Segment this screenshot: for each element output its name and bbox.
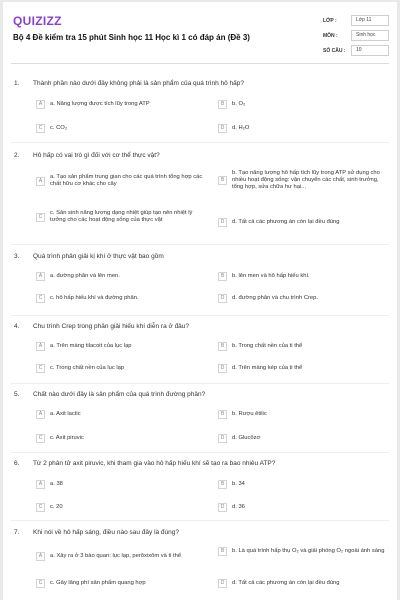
option-a[interactable] [36,410,206,419]
option-letter: C [36,434,45,443]
option-text: d. Trên màng kép của ti thể [232,365,303,371]
option-b[interactable] [218,480,388,489]
option-letter: C [36,124,45,133]
meta-label: LỚP : [323,17,337,24]
option-letter: A [36,342,45,351]
meta-row-count [323,43,389,58]
option-text: a. Trên màng tilacoit của lục lạp [50,343,132,349]
option-c[interactable] [36,579,206,588]
question-text: Thành phần nào dưới đây không phải là sản phẩm của quá trình hô hấp? [33,80,244,87]
option-text: b. Trong chất nền của ti thể [232,343,303,349]
question-number: 5. [14,391,20,398]
meta-value: Sinh học [351,30,389,41]
question-divider [11,244,389,245]
meta-row-class [323,13,389,28]
option-text: a. Axit lactic [50,411,81,417]
option-letter: D [218,364,227,373]
option-letter: B [218,176,227,185]
option-letter: B [218,272,227,281]
option-text: c. Gây lãng phí sản phẩm quang hợp [50,580,146,586]
question-text: Từ 2 phân tử axit piruvic, khi tham gia vào hô hấp hiếu khí sẽ tạo ra bao nhiêu ATP? [33,460,276,467]
option-letter: B [218,547,227,556]
option-letter: B [218,480,227,489]
option-a[interactable] [36,272,206,281]
option-letter: D [218,124,227,133]
option-c[interactable] [36,364,206,373]
option-b[interactable] [218,272,388,281]
option-text: c. Trong chất nền của lục lạp [50,365,125,371]
meta-value: 10 [351,45,389,56]
meta-label: MÔN : [323,32,338,39]
option-letter: C [36,294,45,303]
option-a[interactable] [36,480,206,489]
question-number: 2. [14,152,20,159]
option-b[interactable] [218,547,390,556]
meta-value: Lớp 11 [351,15,389,26]
question-divider [11,142,389,143]
meta-row-subject [323,28,389,43]
option-text: b. O₂ [232,101,246,107]
option-letter: D [218,218,227,227]
option-letter: D [218,294,227,303]
option-text: c. 20 [50,504,63,510]
option-letter: C [36,503,45,512]
option-a[interactable] [36,342,206,351]
option-c[interactable] [36,434,206,443]
option-text: b. Là quá trình hấp thụ O₂ và giải phóng O₂ ngoài ánh sáng [232,548,385,554]
option-text: b. lên men và hô hấp hiếu khí. [232,273,310,279]
worksheet-header [3,2,397,64]
question-divider [11,452,389,453]
question-divider [11,315,389,316]
option-b[interactable] [218,410,388,419]
option-letter: D [218,579,227,588]
option-text: b. 34 [232,481,245,487]
option-text: d. đường phân và chu trình Crep. [232,295,318,301]
option-text: d. Tất cả các phương án còn lại đều đúng [232,580,340,586]
question-number: 4. [14,323,20,330]
option-text: a. Tạo sản phẩm trung gian cho các quá trình tổng hợp các chất hữu cơ khác cho cây [50,174,203,187]
option-text: d. 36 [232,504,245,510]
option-text: d. H₂O [232,125,250,131]
option-letter: A [36,177,45,186]
meta-label: SỐ CÂU : [323,47,346,54]
option-b[interactable] [218,342,388,351]
option-text: c. Axit piruvic [50,435,84,441]
question-text: Chu trình Crep trong phân giải hiếu khí diễn ra ở đâu? [33,323,190,330]
option-letter: B [218,100,227,109]
option-b[interactable] [218,100,388,109]
quizizz-logo: QUIZIZZ [13,14,62,28]
option-letter: A [36,272,45,281]
option-b[interactable] [218,170,390,191]
option-c[interactable] [36,124,206,133]
option-d[interactable] [218,503,388,512]
option-d[interactable] [218,124,388,133]
option-a[interactable] [36,174,206,188]
worksheet-page [3,2,397,600]
option-text: a. Năng lượng được tích lũy trong ATP [50,101,150,107]
option-d[interactable] [218,294,388,303]
question-number: 7. [14,529,20,536]
option-d[interactable] [218,434,388,443]
option-letter: C [36,213,45,222]
question-number: 6. [14,460,20,467]
option-text: b. Rượu êtilic [232,411,267,417]
option-text: d. Glucôzơ [232,435,261,441]
option-letter: A [36,410,45,419]
option-text: b. Tạo năng lượng hô hấp tích lũy trong ATP sử dụng cho nhiều hoạt động sống: vận chuyển các chất, sinh trưởng, tổng hợp, sửa chữa hư hại... [232,170,380,190]
option-text: c. CO₂ [50,125,68,131]
option-a[interactable] [36,100,206,109]
option-text: c. Sản sinh năng lượng dạng nhiệt giúp tạo nên nhiệt lý tưởng cho các hoạt động sống của thực vật [50,210,193,223]
option-d[interactable] [218,218,388,227]
option-letter: A [36,552,45,561]
question-text: Hô hấp có vai trò gì đối với cơ thể thực vật? [33,152,160,159]
option-letter: B [218,410,227,419]
option-c[interactable] [36,294,206,303]
option-text: a. đường phân và lên men. [50,273,120,279]
option-letter: A [36,480,45,489]
question-number: 1. [14,80,20,87]
header-divider [11,63,389,64]
option-text: a. 38 [50,481,63,487]
option-letter: A [36,100,45,109]
option-text: d. Tất cả các phương án còn lại đều đúng [232,219,340,225]
option-letter: B [218,342,227,351]
question-divider [11,520,389,521]
option-text: c. hô hấp hiếu khí và đường phân. [50,295,139,301]
option-letter: C [36,579,45,588]
question-divider [11,383,389,384]
option-d[interactable] [218,364,388,373]
question-text: Quá trình phân giải kị khí ở thực vật bao gồm [33,253,164,260]
option-d[interactable] [218,579,390,588]
option-c[interactable] [36,503,206,512]
option-letter: C [36,364,45,373]
question-number: 3. [14,253,20,260]
meta-box [323,13,389,58]
page-title: Bộ 4 Đề kiểm tra 15 phút Sinh học 11 Học kì 1 có đáp án (Đề 3) [13,33,250,42]
option-c[interactable] [36,210,206,224]
option-text: a. Xảy ra ở 3 bào quan: lục lạp, perôxixôm và ti thể [50,553,182,559]
question-text: Khi nói về hô hấp sáng, điều nào sau đây là đúng? [33,529,180,536]
question-text: Chất nào dưới đây là sản phẩm của quá trình đường phân? [33,391,206,398]
option-a[interactable] [36,552,211,561]
option-letter: D [218,434,227,443]
option-letter: D [218,503,227,512]
